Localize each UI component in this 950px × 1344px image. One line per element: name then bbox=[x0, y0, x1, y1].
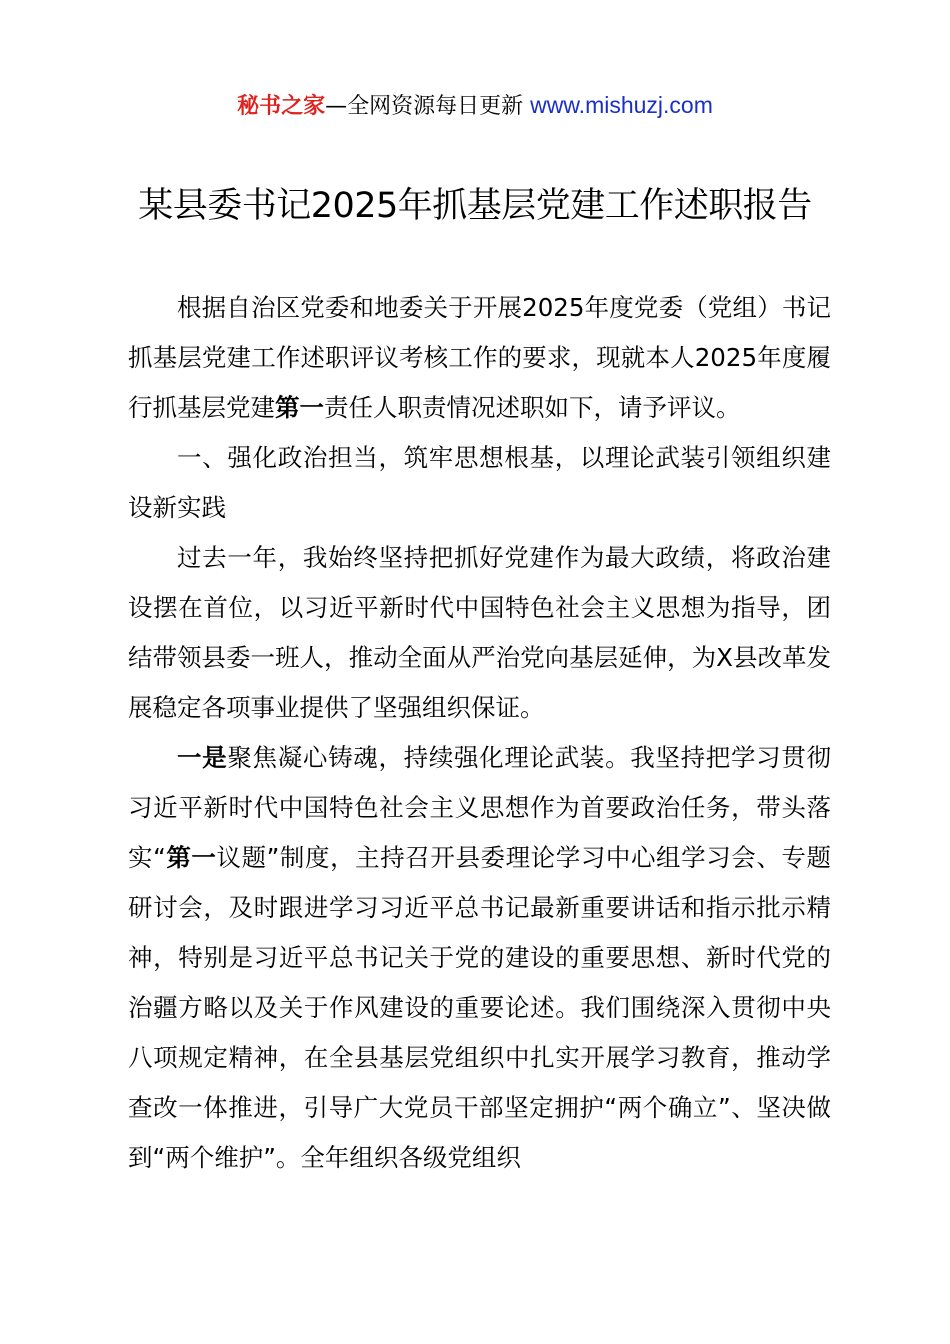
site-url-link[interactable]: www.mishuzj.com bbox=[530, 92, 713, 118]
header-tagline: —全网资源每日更新 bbox=[325, 94, 531, 119]
bold-text: 第一 bbox=[275, 393, 324, 422]
paragraph-text: 聚焦凝心铸魂，持续强化理论武装。我坚持把学习贯彻习近平新时代中国特色社会主义思想作为首要政治任务，带头落实“ bbox=[128, 743, 832, 872]
bold-text: 第一 bbox=[165, 843, 217, 872]
paragraph-text: 根据自治区党委和地委关于开展2025年度党委（党组）书记抓基层党建工作述职评议考核工作的要求，现就本人2025年度履行抓基层党建 bbox=[128, 293, 831, 422]
site-header bbox=[0, 88, 950, 124]
paragraph-text: 过去一年，我始终坚持把抓好党建作为最大政绩，将政治建设摆在首位，以习近平新时代中国特色社会主义思想为指导，团结带领县委一班人，推动全面从严治党向基层延伸，为X县改革发展稳定各项事业提供了坚强组织保证。 bbox=[128, 543, 831, 722]
document-title: 某县委书记2025年抓基层党建工作述职报告 bbox=[138, 186, 812, 226]
paragraph-text: 责任人职责情况述职如下，请予评议。 bbox=[324, 393, 741, 422]
paragraph-text: 一、强化政治担当，筑牢思想根基，以理论武装引领组织建设新实践 bbox=[128, 443, 831, 522]
body-paragraph bbox=[128, 283, 831, 433]
body-paragraph bbox=[128, 533, 831, 733]
document-body bbox=[128, 283, 831, 1183]
bold-text: 一是 bbox=[177, 743, 228, 772]
body-paragraph bbox=[128, 733, 831, 1183]
paragraph-text: 议题”制度，主持召开县委理论学习中心组学习会、专题研讨会，及时跟进学习习近平总书记最新重要讲话和指示批示精神，特别是习近平总书记关于党的建设的重要思想、新时代党的治疆方略以及关于作风建设的重要论述。我们围绕深入贯彻中央八项规定精神，在全县基层党组织中扎实开展学习教育，推动学查改一体推进，引导广大党员干部坚定拥护“两个确立”、坚决做到“两个维护”。全年组织各级党组织 bbox=[128, 843, 832, 1172]
body-paragraph bbox=[128, 433, 831, 533]
brand-name: 秘书之家 bbox=[237, 94, 326, 119]
